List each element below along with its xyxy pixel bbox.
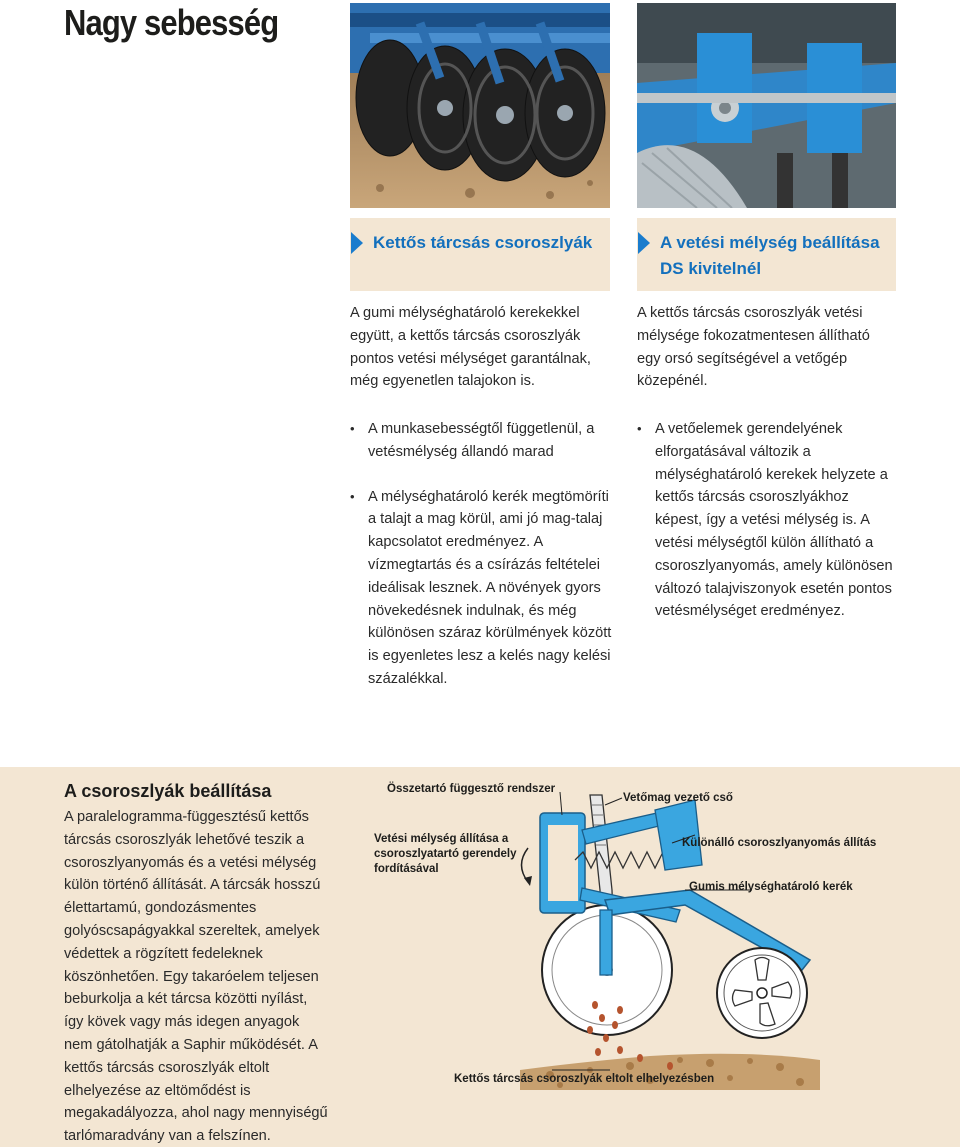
label-depth-adjust: Vetési mélység állítása a csoroszlyatartó gerendely fordításával (374, 833, 517, 875)
left-heading: Kettős tárcsás csoroszlyák (373, 233, 593, 252)
bottom-title: A csoroszlyák beállítása (64, 781, 272, 801)
coulter-diagram (350, 770, 950, 1147)
right-heading-box (637, 218, 896, 291)
photo-disc-coulters (350, 3, 610, 208)
label-rubber-wheel: Gumis mélységhatároló kerék (689, 881, 853, 893)
arrow-right-icon (638, 232, 650, 254)
right-heading: A vetési mélység beállítása DS kivitelnél (660, 233, 880, 278)
label-parallel-system: Összetartó függesztő rendszer (387, 783, 556, 795)
label-seed-tube: Vetőmag vezető cső (623, 792, 733, 804)
bottom-text: A paralelogramma-függesztésű kettős tárcsás csoroszlyák lehetővé teszik a csoroszlyanyomás és a vetési mélység külön történő állítását. A tárcsák hosszú élettartamú, gondozásmentes golyóscsapágyakkal szereltek, amelyek védettek a rögzített fedeleknek köszönhetően. Egy takaróelem teljesen beburkolja a két tárcsa közötti nyílást, így kövek vagy más idegen anyagok nem gátolhatják a Saphir működését. A kettős tárcsás csoroszlyák eltolt elhelyezése az eltömődést is megakadályozza, ahol nagy mennyiségű tarlómaradvány van a felszínen. (64, 809, 328, 1145)
list-item: • A munkasebességtől függetlenül, a vetésmélység állandó marad (350, 418, 612, 464)
arrow-right-icon (351, 232, 363, 254)
label-pressure-adjust: Különálló csoroszlyanyomás állítás (682, 837, 877, 849)
list-item: • A mélységhatároló kerék megtömöríti a talajt a mag körül, ami jó mag-talaj kapcsolatot eredményez. A vízmegtartás és a csírázás feltételei ideálisak lesznek. A növények gyors növekedésnek indulnak, és még különösen száraz körülmények között is egyenletes lesz a kelés nagy kelési százalékkal. (350, 486, 612, 691)
left-bullet-list (350, 418, 612, 713)
page-title: Nagy sebesség (64, 2, 279, 43)
label-offset-discs: Kettős tárcsás csoroszlyák eltolt elhelyezésben (454, 1073, 715, 1085)
left-intro: A gumi mélységhatároló kerekekkel együtt, a kettős tárcsás csoroszlyák pontos vetési mélységet garantálnak, még egyenetlen talajokon is. (350, 305, 591, 390)
list-item: • A vetőelemek gerendelyének elforgatásával változik a mélységhatároló kerekek helyzete a kettős tárcsás csoroszlyákhoz képest, így a vetési mélység is. A vetési mélységtől külön állítható a csoroszlyanyomás, amely különösen változó talajviszonyok esetén pontos vetésmélységet eredményez. (637, 418, 899, 623)
left-heading-box (350, 218, 610, 291)
right-intro: A kettős tárcsás csoroszlyák vetési mélysége fokozatmentesen állítható egy orsó segítségével a vetőgép közepénél. (637, 305, 870, 390)
coulter-diagram-graphic (350, 770, 950, 1147)
right-bullet-list (637, 418, 899, 645)
photo-depth-adjustment (637, 3, 896, 208)
